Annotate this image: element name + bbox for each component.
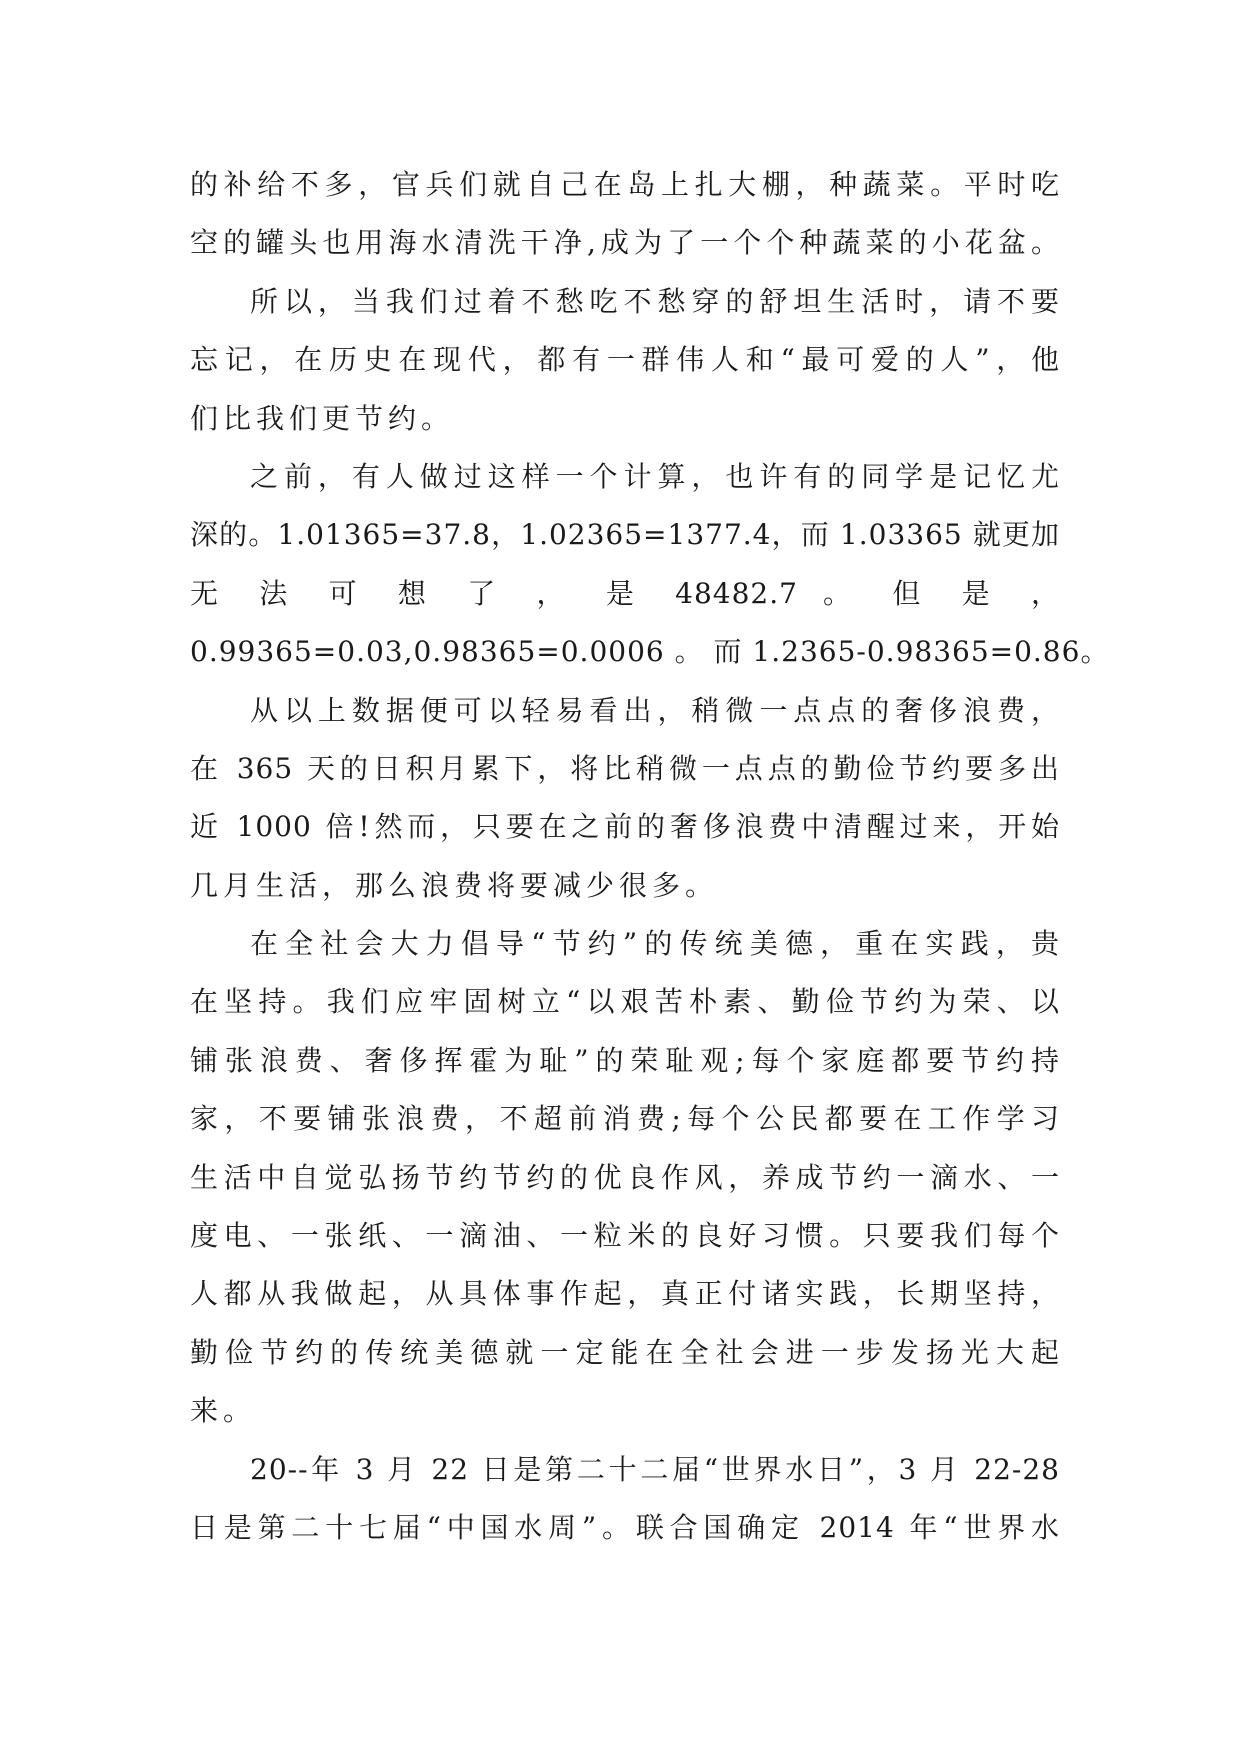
text-line: 铺张浪费、奢侈挥霍为耻”的荣耻观;每个家庭都要节约持: [190, 1043, 1060, 1077]
text-line: 几月生活，那么浪费将要减少很多。: [190, 868, 719, 902]
text-line: 所以，当我们过着不愁吃不愁穿的舒坦生活时，请不要: [250, 284, 1060, 318]
text-line: 忘记，在历史在现代，都有一群伟人和“最可爱的人”，他: [190, 343, 1060, 377]
text-line: 深的。1.01365=37.8，1.02365=1377.4，而 1.03365 就更加: [190, 518, 1060, 552]
text-line: 来。: [190, 1394, 257, 1428]
text-line: 度电、一张纸、一滴油、一粒米的良好习惯。只要我们每个: [190, 1219, 1060, 1253]
text-line: 在全社会大力倡导“节约”的传统美德，重在实践，贵: [250, 927, 1060, 961]
body-text: [190, 156, 1110, 1557]
text-line: 空的罐头也用海水清洗干净,成为了一个个种蔬菜的小花盆。: [190, 226, 1060, 260]
text-line: 0.99365=0.03,0.98365=0.0006 。 而 1.2365-0.98365=0.86。: [190, 635, 1110, 669]
text-line: 的补给不多，官兵们就自己在岛上扎大棚，种蔬菜。平时吃: [190, 168, 1060, 201]
text-line: 20--年 3 月 22 日是第二十二届“世界水日”，3 月 22-28: [250, 1452, 1060, 1486]
text-line: 勤俭节约的传统美德就一定能在全社会进一步发扬光大起: [190, 1335, 1060, 1369]
text-line: 近 1000 倍!然而，只要在之前的奢侈浪费中清醒过来，开始: [190, 810, 1060, 844]
text-line: 在 365 天的日积月累下，将比稍微一点点的勤俭节约要多出: [190, 751, 1060, 785]
text-line: 家，不要铺张浪费，不超前消费;每个公民都要在工作学习: [190, 1102, 1060, 1136]
text-line: 们比我们更节约。: [190, 401, 455, 435]
text-line: 人都从我做起，从具体事作起，真正付诸实践，长期坚持，: [190, 1277, 1060, 1311]
text-line: 在坚持。我们应牢固树立“以艰苦朴素、勤俭节约为荣、以: [190, 985, 1060, 1019]
text-line: 生活中自觉弘扬节约节约的优良作风，养成节约一滴水、一: [190, 1160, 1060, 1194]
text-line: 日是第二十七届“中国水周”。联合国确定 2014 年“世界水: [190, 1510, 1060, 1544]
text-line: 之前，有人做过这样一个计算，也许有的同学是记忆尤: [250, 459, 1060, 493]
text-line: 无 法 可 想 了 ， 是 48482.7 。 但 是 ，: [190, 576, 1060, 610]
text-line: 从以上数据便可以轻易看出，稍微一点点的奢侈浪费，: [250, 693, 1060, 727]
